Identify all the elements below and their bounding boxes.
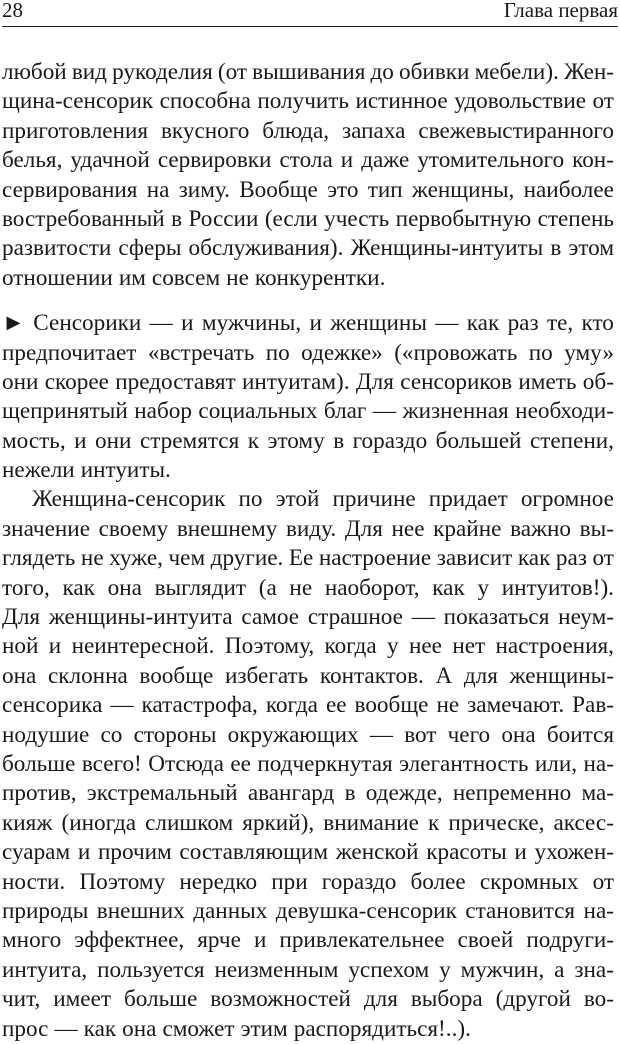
text-line: значение своему внешнему виду. Для нее крайне важно вы- xyxy=(2,515,614,542)
text-line: востребованный в России (если учесть первобытную степень xyxy=(2,205,614,232)
text-line: любой вид рукоделия (от вышивания до обивки мебели). Жен- xyxy=(2,59,614,85)
text-line: белья, удачной сервировки стола и даже утомительного кон- xyxy=(2,147,614,174)
text-line: сервирования на зиму. Вообще это тип женщины, наиболее xyxy=(2,176,614,203)
text-line: мость, и они стремятся к этому в гораздо большей степени, xyxy=(2,427,614,454)
text-line: много эффектнее, ярче и привлекательнее своей подруги- xyxy=(2,927,614,954)
text-line: Для женщины-интуита самое страшное — показаться неум- xyxy=(2,604,614,631)
page-header xyxy=(2,0,618,27)
text-line: того, как она выглядит (а не наоборот, как у интуитов!). xyxy=(2,574,614,601)
paragraph-gap xyxy=(2,293,614,309)
text-line: чит, имеет больше возможностей для выбора (другой во- xyxy=(2,986,614,1013)
paragraph xyxy=(2,58,614,293)
text-line: предпочитает «встречать по одежке» («провожать по уму» xyxy=(2,339,614,366)
text-line: она склонна вообще избегать контактов. А для женщины- xyxy=(2,662,614,689)
text-line: щина-сенсорик способна получить истинное удовольствие от xyxy=(2,88,614,115)
text-line: нодушие со стороны окружающих — вот чего она боится xyxy=(2,721,614,748)
text-line: Женщина-сенсорик по этой причине придает огромное xyxy=(32,486,614,513)
text-line: щепринятый набор социальных благ — жизненная необходи- xyxy=(2,398,614,425)
text-line: развитости сферы обслуживания). Женщины-интуиты в этом xyxy=(2,235,614,262)
text-line: кияж (иногда слишком яркий), внимание к прическе, аксес- xyxy=(2,809,614,836)
text-line: против, экстремальный авангард в одежде, непременно ма- xyxy=(2,780,614,807)
page-number: 28 xyxy=(2,0,23,22)
text-line: отношении им совсем не конкурентки. xyxy=(2,264,386,291)
paragraph xyxy=(2,309,614,485)
chapter-title: Глава первая xyxy=(503,0,618,22)
text-line: они скорее предоставят интуитам). Для сенсориков иметь об- xyxy=(2,368,614,395)
body-text xyxy=(2,58,614,1044)
text-line: приготовления вкусного блюда, запаха свежевыстиранного xyxy=(2,117,614,144)
text-line: природы внешних данных девушка-сенсорик становится на- xyxy=(2,897,614,924)
text-line: суарам и прочим составляющим женской красоты и ухожен- xyxy=(2,839,614,866)
text-line: сенсорика — катастрофа, когда ее вообще не замечают. Рав- xyxy=(2,692,614,719)
text-line: ной и неинтересной. Поэтому, когда у нее нет настроения, xyxy=(2,633,614,660)
text-line: прос — как она сможет этим распорядиться!..). xyxy=(2,1015,471,1042)
text-line: ности. Поэтому нередко при гораздо более скромных от xyxy=(2,868,614,895)
text-line: больше всего! Отсюда ее подчеркнутая элегантность или, на- xyxy=(2,750,614,777)
text-line: ► Сенсорики — и мужчины, и женщины — как раз те, кто xyxy=(2,310,614,337)
text-line: глядеть не хуже, чем другие. Ее настроение зависит как раз от xyxy=(2,545,614,572)
text-line: нежели интуиты. xyxy=(2,457,171,484)
text-line: интуита, пользуется неизменным успехом у мужчин, а зна- xyxy=(2,956,614,983)
paragraph xyxy=(2,485,614,1043)
